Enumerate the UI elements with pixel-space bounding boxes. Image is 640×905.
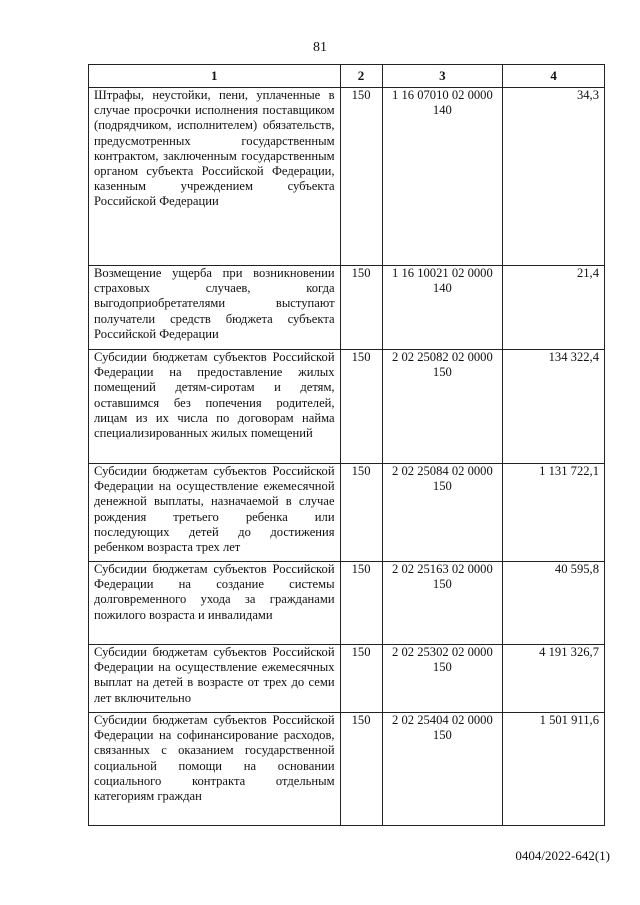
row-admin-code: 150 [340,266,382,350]
row-name: Субсидии бюджетам субъектов Российской Федерации на осуществление ежемесячных выплат на детей в возрасте от трех до семи лет включительно [89,645,341,713]
budget-income-table [88,64,605,826]
row-amount: 1 131 722,1 [503,464,605,562]
table-row [89,464,605,562]
row-name: Возмещение ущерба при возникновении страховых случаев, когда выгодоприобретателями выступают получатели средств бюджета субъекта Российской Федерации [89,266,341,350]
row-name: Штрафы, неустойки, пени, уплаченные в случае просрочки исполнения поставщиком (подрядчиком, исполнителем) обязательств, предусмотренных государственным контрактом, заключенным государственным органом субъекта Российской Федерации, казенным учреждением субъекта Российской Федерации [89,88,341,266]
document-number: 0404/2022-642(1) [515,848,610,863]
row-income-code: 1 16 07010 02 0000 140 [382,88,503,266]
row-name: Субсидии бюджетам субъектов Российской Федерации на осуществление ежемесячной денежной выплаты, назначаемой в случае рождения третьего ребенка или последующих детей до достижения ребенком возраста трех лет [89,464,341,562]
row-income-code: 2 02 25404 02 0000 150 [382,713,503,826]
column-header-amount: 4 [503,65,605,88]
column-header-name: 1 [89,65,341,88]
row-amount: 34,3 [503,88,605,266]
column-header-income-code: 3 [382,65,503,88]
row-amount: 40 595,8 [503,562,605,645]
row-income-code: 1 16 10021 02 0000 140 [382,266,503,350]
row-admin-code: 150 [340,464,382,562]
row-name: Субсидии бюджетам субъектов Российской Федерации на софинансирование расходов, связанных с оказанием государственной социальной помощи на основании социального контракта отдельным категориям граждан [89,713,341,826]
row-income-code: 2 02 25082 02 0000 150 [382,350,503,464]
row-amount: 4 191 326,7 [503,645,605,713]
page-number: 81 [313,40,327,55]
table-row [89,562,605,645]
row-admin-code: 150 [340,350,382,464]
row-income-code: 2 02 25084 02 0000 150 [382,464,503,562]
table-header-row [89,65,605,88]
row-admin-code: 150 [340,713,382,826]
row-name: Субсидии бюджетам субъектов Российской Федерации на предоставление жилых помещений детям-сиротам и детям, оставшимся без попечения родителей, лицам из их числа по договорам найма специализированных жилых помещений [89,350,341,464]
table-row [89,713,605,826]
row-admin-code: 150 [340,645,382,713]
row-admin-code: 150 [340,562,382,645]
row-name: Субсидии бюджетам субъектов Российской Федерации на создание системы долговременного ухода за гражданами пожилого возраста и инвалидами [89,562,341,645]
row-amount: 21,4 [503,266,605,350]
row-amount: 134 322,4 [503,350,605,464]
column-header-admin-code: 2 [340,65,382,88]
table-row [89,350,605,464]
table-row [89,266,605,350]
row-admin-code: 150 [340,88,382,266]
table-row [89,88,605,266]
row-income-code: 2 02 25302 02 0000 150 [382,645,503,713]
row-amount: 1 501 911,6 [503,713,605,826]
row-income-code: 2 02 25163 02 0000 150 [382,562,503,645]
table-row [89,645,605,713]
